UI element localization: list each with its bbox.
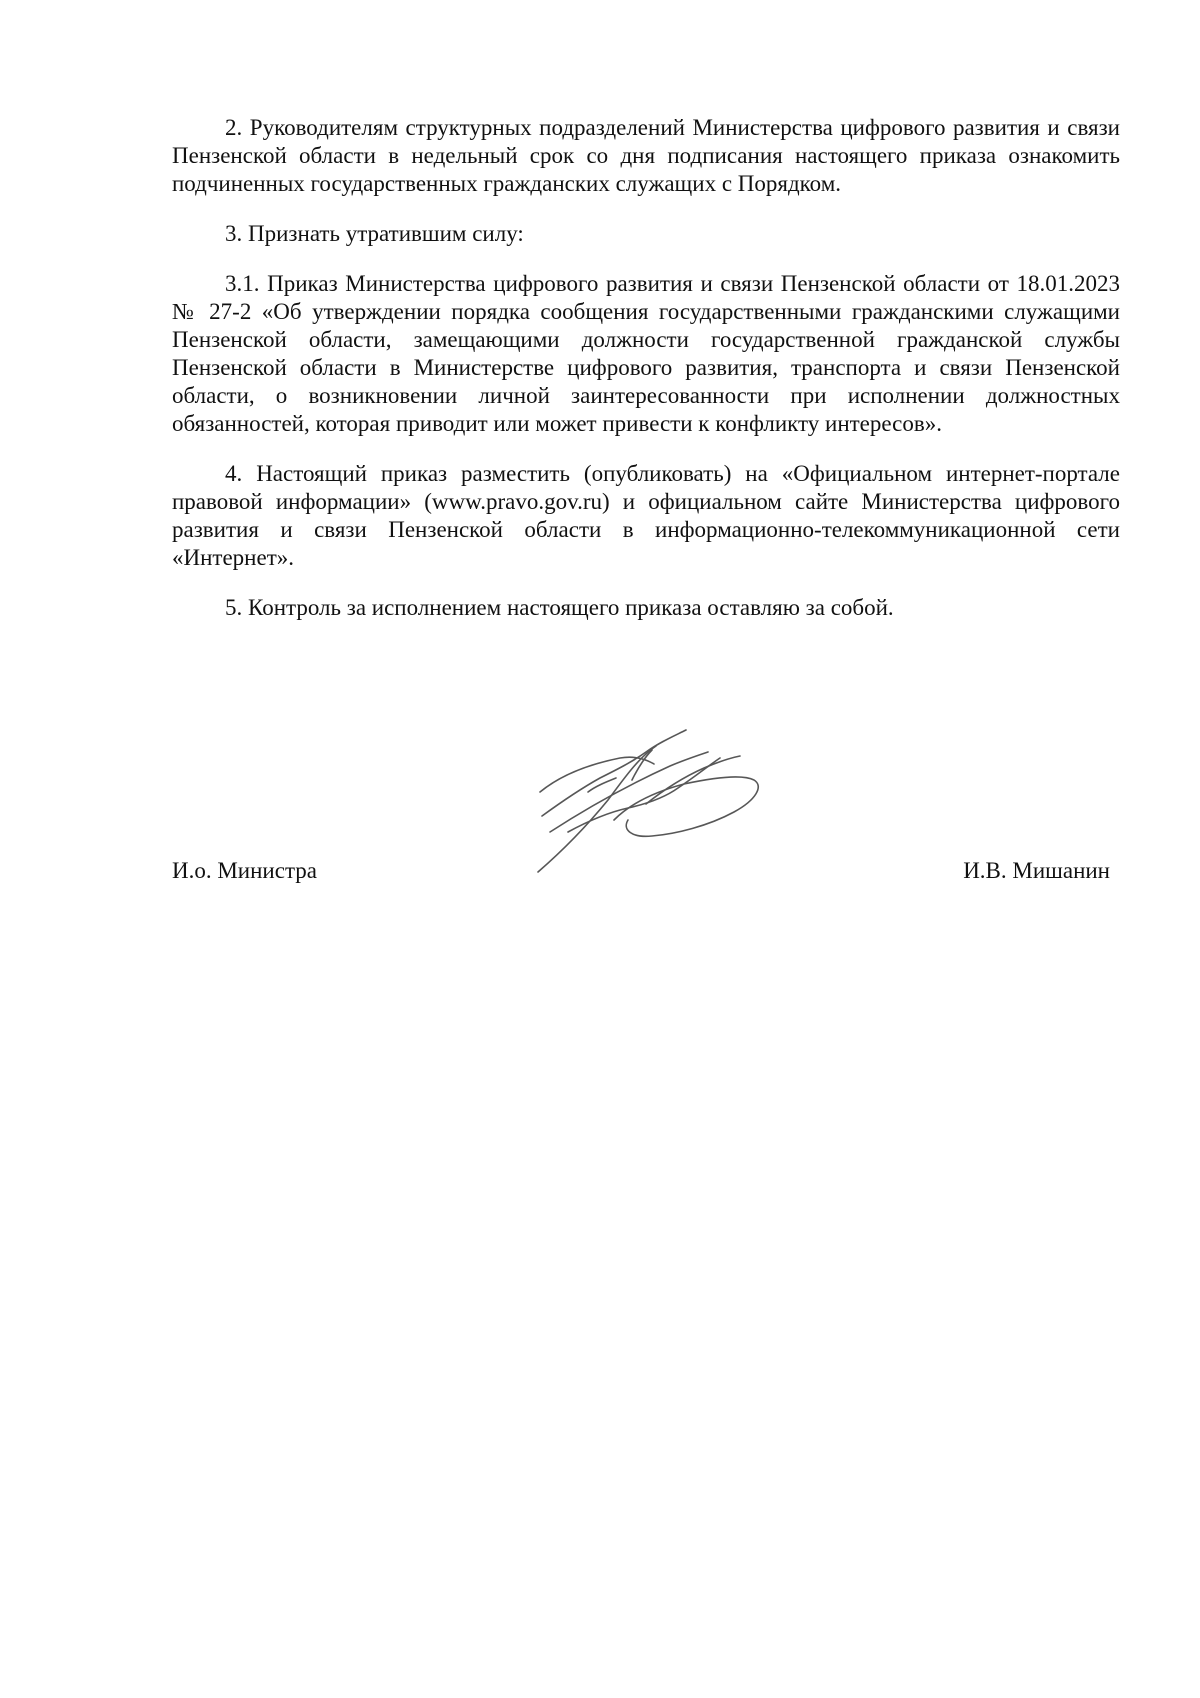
paragraph-3: 3. Признать утратившим силу: [225, 221, 524, 246]
paragraph-2: 2. Руководителям структурных подразделений Министерства цифрового развития и связи Пензенской области в недельный срок со дня подписания настоящего приказа ознакомить подчиненных государственных гражданских служащих с Порядком. [172, 115, 1120, 196]
signer-position: И.о. Министра [172, 858, 317, 883]
signature-block [172, 840, 1120, 883]
paragraph-5: 5. Контроль за исполнением настоящего приказа оставляю за собой. [225, 595, 894, 620]
paragraph-3-1: 3.1. Приказ Министерства цифрового развития и связи Пензенской области от 18.01.2023 № 27-2 «Об утверждении порядка сообщения государственными гражданскими служащими Пензенской области, замещающими должности государственной гражданской службы Пензенской области в Министерстве цифрового развития, транспорта и связи Пензенской области, о возникновении личной заинтересованности при исполнении должностных обязанностей, которая приводит или может привести к конфликту интересов». [172, 271, 1120, 436]
document-body [172, 114, 1120, 622]
paragraph-4: 4. Настоящий приказ разместить (опубликовать) на «Официальном интернет-портале правовой информации» (www.pravo.gov.ru) и официальном сайте Министерства цифрового развития и связи Пензенской области в информационно-телекоммуникационной сети «Интернет». [172, 461, 1120, 570]
signer-name: И.В. Мишанин [963, 858, 1110, 883]
